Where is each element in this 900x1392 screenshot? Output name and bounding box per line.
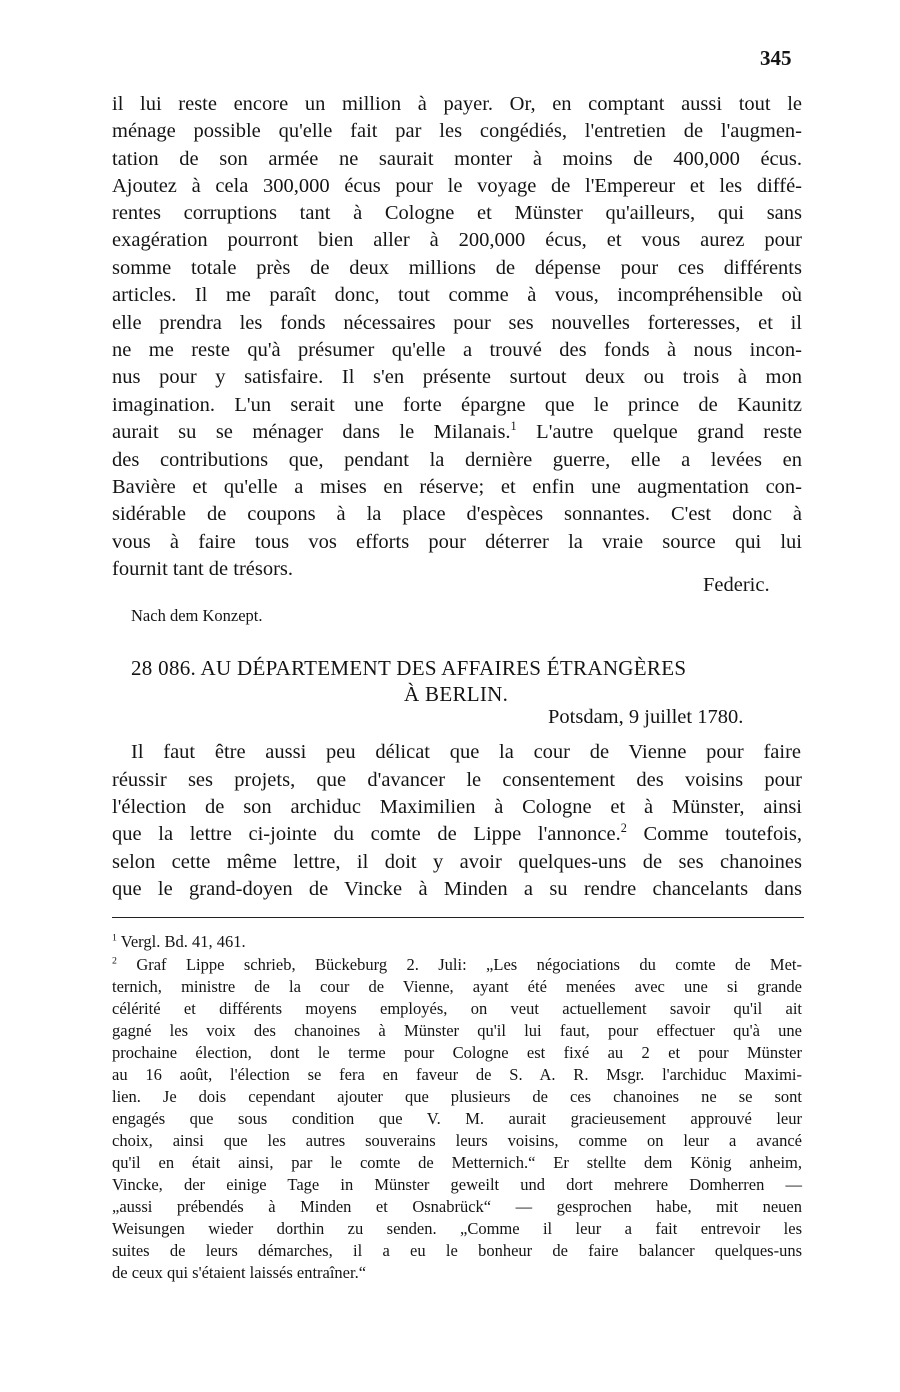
text-line: somme totale près de deux millions de dépense pour ces différents: [112, 257, 802, 279]
footnote-line: de ceux qui s'étaient laissés entraîner.“: [112, 1263, 367, 1282]
source-note: Nach dem Konzept.: [131, 606, 263, 625]
text-line: articles. Il me paraît donc, tout comme à vous, incompréhensible où: [112, 284, 802, 306]
signature: Federic.: [703, 574, 770, 596]
text-line: vous à faire tous vos efforts pour déterrer la vraie source qui lui: [112, 531, 802, 553]
text-line: exagération pourront bien aller à 200,000 écus, et vous aurez pour: [112, 229, 802, 251]
text-line: fournit tant de trésors.: [112, 558, 294, 580]
footnote-line: qu'il en était ainsi, par le comte de Metternich.“ Er stellte dem König anheim,: [112, 1153, 802, 1172]
footnote-text: Graf Lippe schrieb, Bückeburg 2. Juli: „Les négociations du comte de Met-: [136, 955, 802, 974]
text-line: Il faut être aussi peu délicat que la cour de Vienne pour faire: [131, 741, 801, 763]
text-line: imagination. L'un serait une forte épargne que le prince de Kaunitz: [112, 394, 802, 416]
text-fragment: Comme toutefois,: [643, 823, 802, 845]
footnote-1: [112, 932, 246, 952]
footnote-line: Vincke, der einige Tage in Münster geweilt und dort mehrere Domherren —: [112, 1175, 802, 1194]
footnote-line: Weisungen wieder dorthin zu senden. „Comme il leur a fait entrevoir les: [112, 1219, 802, 1238]
footnote-line: gagné les voix des chanoines à Münster qu'il lui faut, pour effectuer qu'à une: [112, 1021, 802, 1040]
footnote-line: engagés que sous condition que V. M. aurait gracieusement approuvé leur: [112, 1109, 802, 1128]
text-line: [112, 823, 802, 846]
text-line: ménage possible qu'elle fait par les congédiés, l'entretien de l'augmen-: [112, 120, 802, 142]
footnote-line: prochaine élection, dont le terme pour Cologne est fixé au 2 et pour Münster: [112, 1043, 802, 1062]
text-line: réussir ses projets, que d'avancer le consentement des voisins pour: [112, 769, 802, 791]
footnote-line: choix, ainsi que les autres souverains leurs voisins, comme on leur a avancé: [112, 1131, 802, 1150]
text-line: ne me reste qu'à présumer qu'elle a trouvé des fonds à nous incon-: [112, 339, 802, 361]
letter-heading-recipient: À BERLIN.: [404, 682, 509, 706]
footnote-line: ternich, ministre de la cour de Vienne, ayant été menées avec une si grande: [112, 977, 802, 996]
text-fragment: que la lettre ci-jointe du comte de Lippe l'annonce.: [112, 823, 621, 845]
text-line: selon cette même lettre, il doit y avoir quelques-uns de ses chanoines: [112, 851, 802, 873]
text-line: rentes corruptions tant à Cologne et Münster qu'ailleurs, qui sans: [112, 202, 802, 224]
text-line: l'élection de son archiduc Maximilien à Cologne et à Münster, ainsi: [112, 796, 802, 818]
page-number: 345: [760, 46, 792, 70]
footnote-reference[interactable]: 2: [620, 821, 627, 836]
footnote-line: „aussi prébendés à Minden et Osnabrück“ — gesprochen habe, mit neuen: [112, 1197, 802, 1216]
text-line: des contributions que, pendant la dernière guerre, elle a levées en: [112, 449, 802, 471]
footnote-reference[interactable]: 1: [510, 419, 517, 434]
footnote-separator: [112, 917, 804, 918]
text-line: que le grand-doyen de Vincke à Minden a su rendre chancelants dans: [112, 878, 802, 900]
footnote-text: Vergl. Bd. 41, 461.: [120, 932, 246, 951]
footnote-line: lien. Je dois cependant ajouter que plusieurs de ces chanoines ne se sont: [112, 1087, 802, 1106]
footnote-line: au 16 août, l'élection se fera en faveur de S. A. R. Msgr. l'archiduc Maximi-: [112, 1065, 802, 1084]
text-line: Bavière et qu'elle a mises en réserve; et enfin une augmentation con-: [112, 476, 802, 498]
text-line: Ajoutez à cela 300,000 écus pour le voyage de l'Empereur et les diffé-: [112, 175, 802, 197]
footnote-line: célérité et différents moyens employés, on veut actuellement savoir qu'il ait: [112, 999, 802, 1018]
text-line: elle prendra les fonds nécessaires pour ses nouvelles forteresses, et il: [112, 312, 802, 334]
text-line: sidérable de coupons à la place d'espèces sonnantes. C'est donc à: [112, 503, 802, 525]
text-line: [112, 421, 802, 444]
dateline: Potsdam, 9 juillet 1780.: [548, 706, 744, 728]
footnote-mark: 1: [112, 932, 117, 944]
text-line: il lui reste encore un million à payer. Or, en comptant aussi tout le: [112, 93, 802, 115]
text-line: nus pour y satisfaire. Il s'en présente surtout deux ou trois à mon: [112, 366, 802, 388]
footnote-mark: 2: [112, 955, 117, 967]
letter-heading: 28 086. AU DÉPARTEMENT DES AFFAIRES ÉTRANGÈRES: [131, 656, 687, 680]
text-fragment: aurait su se ménager dans le Milanais.: [112, 421, 511, 443]
footnote-2: [112, 955, 802, 975]
footnote-line: suites de leurs démarches, il a eu le bonheur de faire balancer quelques-uns: [112, 1241, 802, 1260]
text-line: tation de son armée ne saurait monter à moins de 400,000 écus.: [112, 148, 802, 170]
text-fragment: L'autre quelque grand reste: [536, 421, 803, 443]
